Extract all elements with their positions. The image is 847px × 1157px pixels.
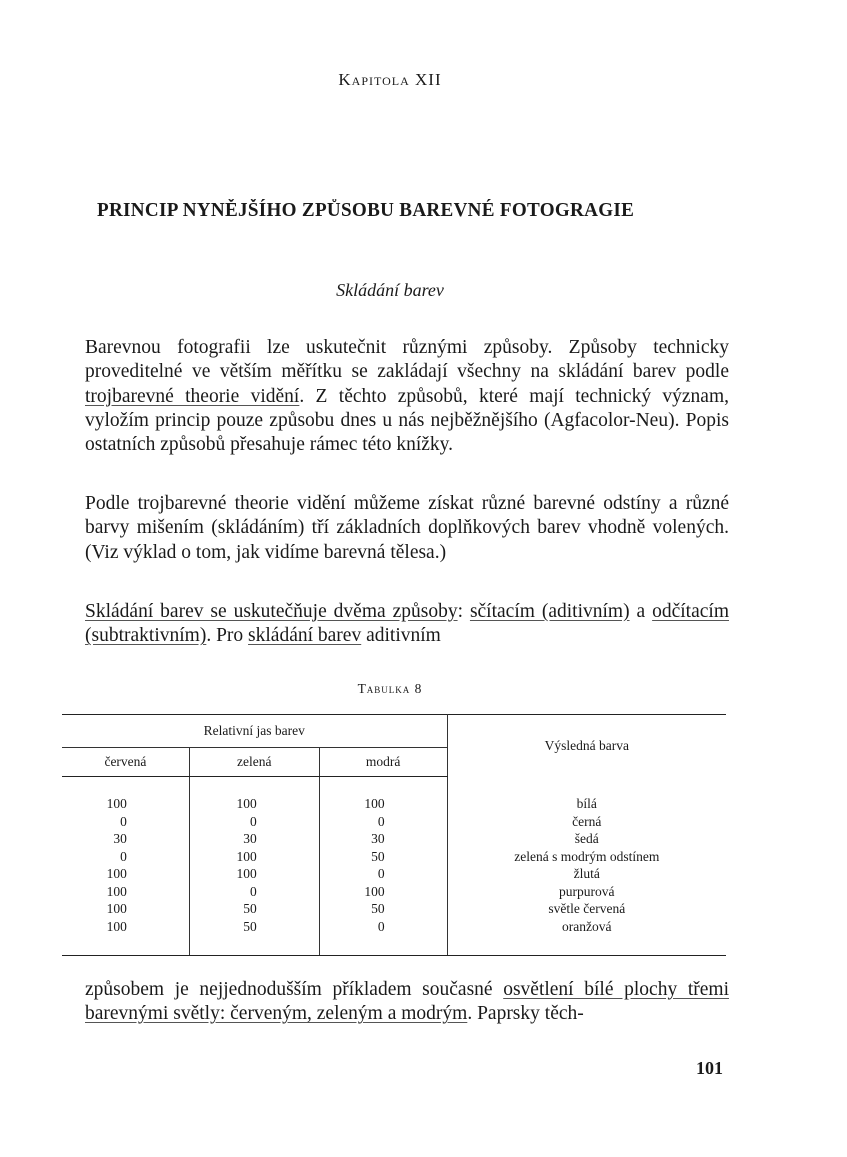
underlined-phrase: skládání barev (248, 625, 362, 647)
cell-red: 100 (62, 883, 189, 901)
paragraph-text: . Pro (206, 625, 249, 647)
cell-blue: 100 (319, 795, 447, 813)
paragraph-4 (85, 978, 729, 1027)
cell-result: bílá (576, 796, 597, 811)
cell-blue: 100 (319, 883, 447, 901)
cell-green: 100 (189, 865, 319, 883)
cell-red: 30 (62, 830, 189, 848)
underlined-phrase: sčítacím (aditivním) (469, 601, 630, 622)
cell-result: světle červená (548, 901, 626, 916)
cell-result: černá (572, 813, 602, 829)
page-number: 101 (696, 1058, 723, 1078)
underlined-phrase: odčítacím (subtraktivním) (85, 601, 729, 647)
underlined-phrase: osvětlení bílé plochy třemi barevnými světly: červeným, zeleným a modrým (85, 979, 729, 1025)
table-row (62, 865, 726, 883)
cell-result: oranžová (562, 918, 612, 934)
cell-blue: 0 (319, 865, 447, 883)
chapter-heading: Kapitola XII (338, 70, 442, 89)
cell-blue: 0 (319, 813, 447, 831)
group-header: Relativní jas barev (62, 715, 447, 748)
paragraph-3 (85, 600, 729, 649)
cell-red: 0 (62, 813, 189, 831)
cell-blue: 50 (319, 900, 447, 918)
cell-green: 30 (189, 830, 319, 848)
section-subtitle: Skládání barev (336, 280, 444, 300)
underlined-phrase: Skládání barev se uskutečňuje dvěma způsoby (85, 601, 458, 622)
column-header-red: červená (62, 748, 189, 777)
paragraph-text: Barevnou fotografii lze uskutečnit různými způsoby. Způsoby technicky proveditelné ve větším měřítku se zakládají všechny na skládání barev podle (85, 337, 729, 383)
cell-green: 100 (189, 848, 319, 866)
cell-blue: 0 (319, 918, 447, 936)
cell-green: 0 (189, 883, 319, 901)
paragraph-text: aditivním (361, 625, 441, 647)
cell-red: 0 (62, 848, 189, 866)
cell-red: 100 (62, 918, 189, 936)
cell-green: 50 (189, 900, 319, 918)
paragraph-text: Podle trojbarevné theorie vidění můžeme získat různé barevné odstíny a různé barvy mišením (skládáním) tří základních doplňkových barev vhodně volených. (Viz výklad o tom, jak vidíme barevná tělesa.) (85, 493, 729, 563)
table-caption: Tabulka 8 (357, 681, 423, 696)
cell-red: 100 (62, 795, 189, 813)
table-row (62, 900, 726, 918)
column-header-blue: modrá (319, 748, 447, 777)
underlined-phrase: trojbarevné theorie vidění (85, 385, 300, 407)
chapter-title: PRINCIP NYNĚJŠÍHO ZPŮSOBU BAREVNÉ FOTOGRAGIE (97, 200, 635, 221)
paragraph-1 (85, 336, 729, 457)
cell-green: 100 (189, 795, 319, 813)
cell-red: 100 (62, 865, 189, 883)
paragraph-text: . Z těchto způsobů, které mají technický význam, vyložím princip pouze způsobu dnes u nás nejběžnějšího (Agfacolor-Neu). Popis ostatních způsobů přesahuje rámec této knížky. (85, 385, 729, 456)
cell-result: žlutá (573, 866, 600, 881)
column-header-green: zelená (189, 748, 319, 777)
paragraph-text: : (457, 601, 470, 622)
paragraph-text: a (629, 601, 653, 622)
cell-blue: 50 (319, 848, 447, 866)
paragraph-2 (85, 492, 729, 565)
table-row (62, 813, 726, 831)
cell-blue: 30 (319, 830, 447, 848)
paragraph-text: způsobem je nejjednodušším příkladem současné (85, 979, 504, 1000)
result-header: Výsledná barva (544, 737, 629, 753)
table-row (62, 918, 726, 936)
paragraph-text: . Paprsky těch- (467, 1003, 584, 1025)
table-row (62, 848, 726, 866)
table-row (62, 883, 726, 901)
cell-result: šedá (574, 831, 599, 846)
table-row (62, 795, 726, 813)
table-row (62, 830, 726, 848)
color-mixing-table (62, 714, 726, 956)
cell-result: zelená s modrým odstínem (514, 848, 660, 864)
cell-green: 50 (189, 918, 319, 936)
cell-red: 100 (62, 900, 189, 918)
cell-green: 0 (189, 813, 319, 831)
cell-result: purpurová (559, 883, 615, 899)
